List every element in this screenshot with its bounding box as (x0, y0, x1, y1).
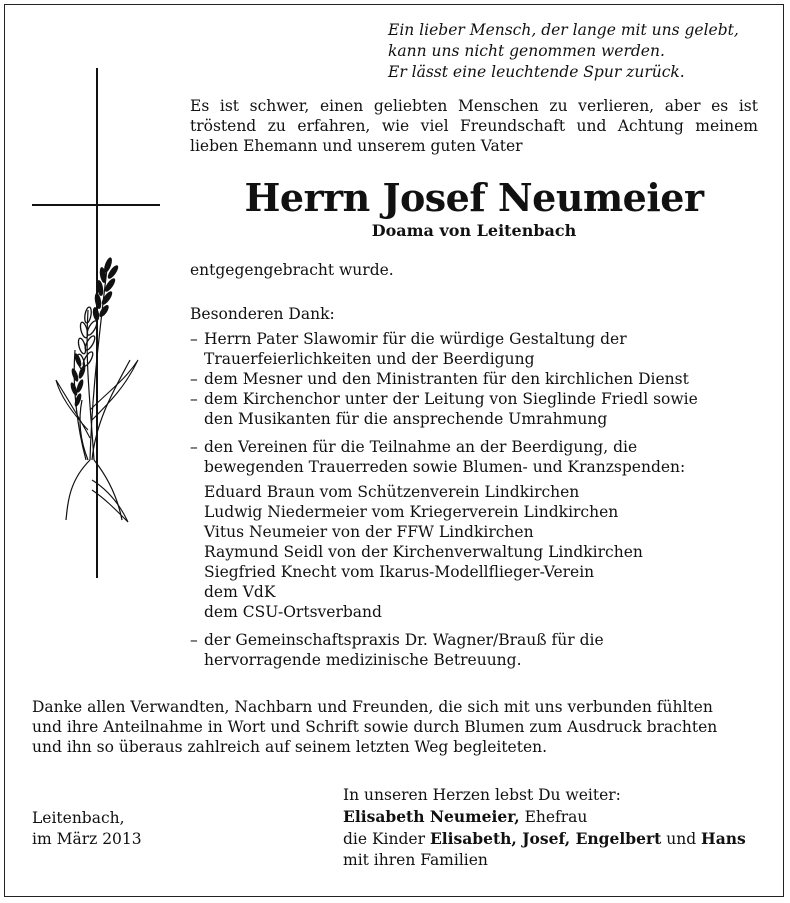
after-name-text: entgegengebracht wurde. (190, 261, 394, 279)
dash: – (190, 631, 198, 649)
signature-families: mit ihren Familien (343, 851, 488, 869)
club-name-line: dem VdK (204, 583, 276, 601)
quote-line: kann uns nicht genommen werden. (388, 42, 665, 60)
children-names: Elisabeth, Josef, Engelbert (429, 829, 662, 848)
widow-role: Ehefrau (519, 808, 588, 826)
deceased-name: Herrn Josef Neumeier (244, 175, 704, 220)
children-and: und (661, 830, 702, 848)
closing-paragraph (32, 697, 760, 757)
memorial-quote (388, 20, 768, 83)
signature-intro: In unseren Herzen lebst Du weiter: (343, 786, 621, 804)
thanks-item (190, 369, 770, 389)
dash: – (190, 370, 198, 388)
place-date: im März 2013 (32, 830, 142, 848)
dash: – (190, 330, 198, 348)
club-name-line: Raymund Seidl von der Kirchenverwaltung Lindkirchen (204, 543, 643, 561)
quote-line: Er lässt eine leuchtende Spur zurück. (388, 63, 685, 81)
thanks-item-line: bewegenden Trauerreden sowie Blumen- und Kranzspenden: (204, 458, 686, 476)
thanks-item-line: den Vereinen für die Teilnahme an der Beerdigung, die (204, 438, 638, 456)
children-last: Hans (701, 829, 746, 848)
thanks-item (190, 329, 770, 369)
intro-paragraph: Es ist schwer, einen geliebten Menschen zu verlieren, aber es ist tröstend zu erfahren, wie viel Freundschaft und Achtung meinem lieben Ehemann und unserem guten Vater (190, 97, 758, 155)
thanks-item-line: dem Kirchenchor unter der Leitung von Sieglinde Friedl sowie (204, 390, 698, 408)
children-prefix: die Kinder (343, 830, 430, 848)
thanks-item (190, 389, 770, 429)
signature-children (343, 828, 746, 850)
thanks-item-line: dem Mesner und den Ministranten für den kirchlichen Dienst (204, 370, 689, 388)
closing-line: und ihn so überaus zahlreich auf seinem letzten Weg begleiteten. (32, 738, 548, 756)
signature-widow (343, 806, 746, 828)
thanks-item (190, 437, 770, 622)
club-name-line: Eduard Braun vom Schützenverein Lindkirchen (204, 483, 580, 501)
place-city: Leitenbach, (32, 809, 125, 827)
thanks-item-line: Herrn Pater Slawomir für die würdige Gestaltung der (204, 330, 627, 348)
club-name-line: Ludwig Niedermeier vom Kriegerverein Lindkirchen (204, 503, 619, 521)
thanks-heading: Besonderen Dank: (190, 305, 335, 323)
quote-line: Ein lieber Mensch, der lange mit uns gelebt, (388, 21, 739, 39)
deceased-subtitle: Doama von Leitenbach (371, 221, 577, 240)
thanks-item (190, 630, 770, 670)
dash: – (190, 438, 198, 456)
club-name-line: Siegfried Knecht vom Ikarus-Modellflieger-Verein (204, 563, 595, 581)
club-name-line: dem CSU-Ortsverband (204, 603, 382, 621)
thanks-list (190, 329, 770, 670)
dash: – (190, 390, 198, 408)
cross-with-wheat-icon (30, 60, 165, 585)
closing-line: und ihre Anteilnahme in Wort und Schrift sowie durch Blumen zum Ausdruck brachten (32, 718, 718, 736)
place-and-date (32, 808, 142, 850)
signature-block (343, 785, 746, 871)
thanks-item-line: hervorragende medizinische Betreuung. (204, 651, 522, 669)
thanks-item-line: den Musikanten für die ansprechende Umrahmung (204, 410, 608, 428)
club-name-line: Vitus Neumeier von der FFW Lindkirchen (204, 523, 534, 541)
thanks-item-line: der Gemeinschaftspraxis Dr. Wagner/Brauß für die (204, 631, 604, 649)
widow-name: Elisabeth Neumeier, (343, 807, 520, 826)
closing-line: Danke allen Verwandten, Nachbarn und Freunden, die sich mit uns verbunden fühlten (32, 698, 713, 716)
thanks-item-line: Trauerfeierlichkeiten und der Beerdigung (204, 350, 535, 368)
